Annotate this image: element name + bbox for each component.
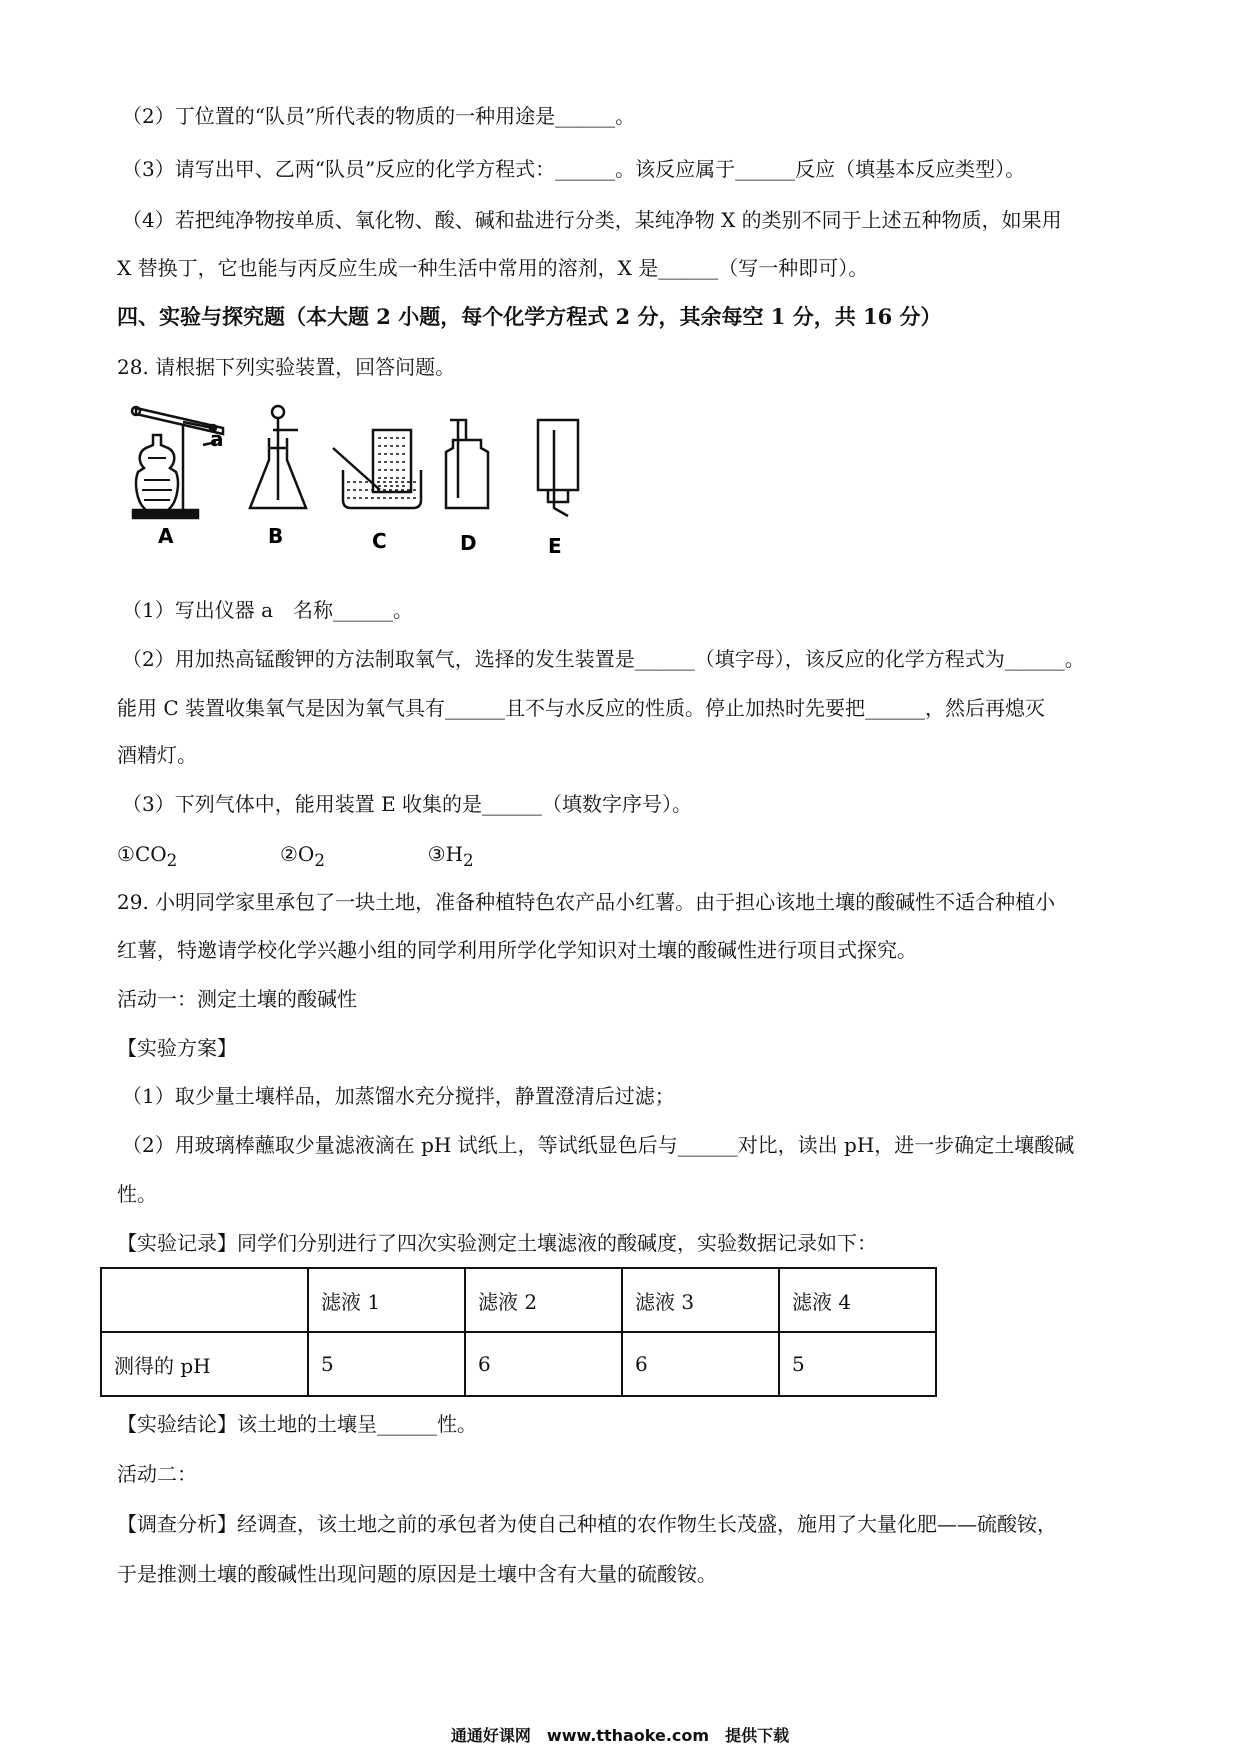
analysis-line1: 【调查分析】经调查，该土地之前的承包者为使自己种植的农作物生长茂盛，施用了大量化肥——硫酸铵， (117, 1512, 1057, 1536)
question-29-line1: 29. 小明同学家里承包了一块土地，准备种植特色农产品小红薯。由于担心该地土壤的酸碱性不适合种植小 (117, 890, 1056, 914)
table-row (101, 1332, 936, 1396)
plan-step-2-line1: （2）用玻璃棒蘸取少量滤液滴在 pH 试纸上，等试纸显色后与______对比，读出 pH，进一步确定土壤酸碱 (122, 1133, 1075, 1157)
gas-options (117, 840, 474, 875)
table-header-cell (101, 1268, 308, 1332)
question-27-2: （2）丁位置的“队员”所代表的物质的一种用途是______。 (122, 104, 636, 128)
activity-2-title: 活动二： (117, 1462, 197, 1486)
analysis-line2: 于是推测土壤的酸碱性出现问题的原因是土壤中含有大量的硫酸铵。 (117, 1562, 717, 1586)
table-cell: 5 (308, 1332, 465, 1396)
gas-option-2: $②O_2$ (279, 842, 325, 870)
section-4-heading: 四、实验与探究题（本大题 2 小题，每个化学方程式 2 分，其余每空 1 分，共 16 分） (117, 304, 942, 329)
apparatus-a (132, 407, 223, 518)
apparatus-e (538, 420, 578, 516)
table-header-cell: 滤液 1 (308, 1268, 465, 1332)
label-d: D (460, 531, 477, 555)
question-27-4-line2: X 替换丁，它也能与丙反应生成一种生活中常用的溶剂，X 是______（写一种即可）。 (117, 256, 869, 280)
question-27-4-line1: （4）若把纯净物按单质、氧化物、酸、碱和盐进行分类，某纯净物 X 的类别不同于上述五种物质，如果用 (122, 208, 1062, 232)
ph-data-table (100, 1267, 937, 1397)
plan-heading: 【实验方案】 (117, 1036, 237, 1060)
table-cell: 6 (465, 1332, 622, 1396)
label-b: B (268, 524, 284, 548)
question-28-title: 28. 请根据下列实验装置，回答问题。 (117, 355, 456, 379)
record-heading: 【实验记录】同学们分别进行了四次实验测定土壤滤液的酸碱度，实验数据记录如下： (117, 1231, 877, 1255)
label-e: E (548, 534, 562, 558)
table-cell: 6 (622, 1332, 779, 1396)
question-28-3: （3）下列气体中，能用装置 E 收集的是______（填数字序号）。 (122, 792, 693, 816)
activity-1-title: 活动一：测定土壤的酸碱性 (117, 987, 357, 1011)
table-cell: 5 (779, 1332, 936, 1396)
question-28-2-line2: 能用 C 装置收集氧气是因为氧气具有______且不与水反应的性质。停止加热时先要把______，然后再熄灭 (117, 696, 1046, 720)
gas-option-1: $①CO_2$ (117, 842, 178, 870)
lab-apparatus-figure (128, 390, 688, 565)
page-footer: 通通好课网 www.tthaoke.com 提供下载 (450, 1726, 790, 1745)
conclusion-line: 【实验结论】该土地的土壤呈______性。 (117, 1412, 477, 1436)
question-28-1: （1）写出仪器 a 名称______。 (122, 598, 414, 622)
question-28-2-line1: （2）用加热高锰酸钾的方法制取氧气，选择的发生装置是______（填字母），该反应的化学方程式为______。 (122, 647, 1085, 671)
table-row-label: 测得的 pH (101, 1332, 308, 1396)
question-27-3: （3）请写出甲、乙两“队员”反应的化学方程式：______。该反应属于______反应（填基本反应类型）。 (122, 157, 1026, 181)
apparatus-b (250, 406, 306, 508)
label-c: C (372, 529, 387, 553)
question-29-line2: 红薯，特邀请学校化学兴趣小组的同学利用所学化学知识对土壤的酸碱性进行项目式探究。 (117, 938, 917, 962)
label-a: A (158, 524, 174, 548)
apparatus-d (446, 420, 488, 508)
gas-option-3: $③H_2$ (427, 842, 474, 870)
table-header-cell: 滤液 3 (622, 1268, 779, 1332)
table-header-cell: 滤液 4 (779, 1268, 936, 1332)
plan-step-1: （1）取少量土壤样品，加蒸馏水充分搅拌，静置澄清后过滤； (122, 1084, 675, 1108)
table-header-cell: 滤液 2 (465, 1268, 622, 1332)
plan-step-2-line2: 性。 (117, 1182, 157, 1206)
question-28-2-line3: 酒精灯。 (117, 743, 197, 767)
instrument-a-label: a (210, 427, 224, 451)
table-header-row (101, 1268, 936, 1332)
apparatus-c (333, 430, 421, 508)
